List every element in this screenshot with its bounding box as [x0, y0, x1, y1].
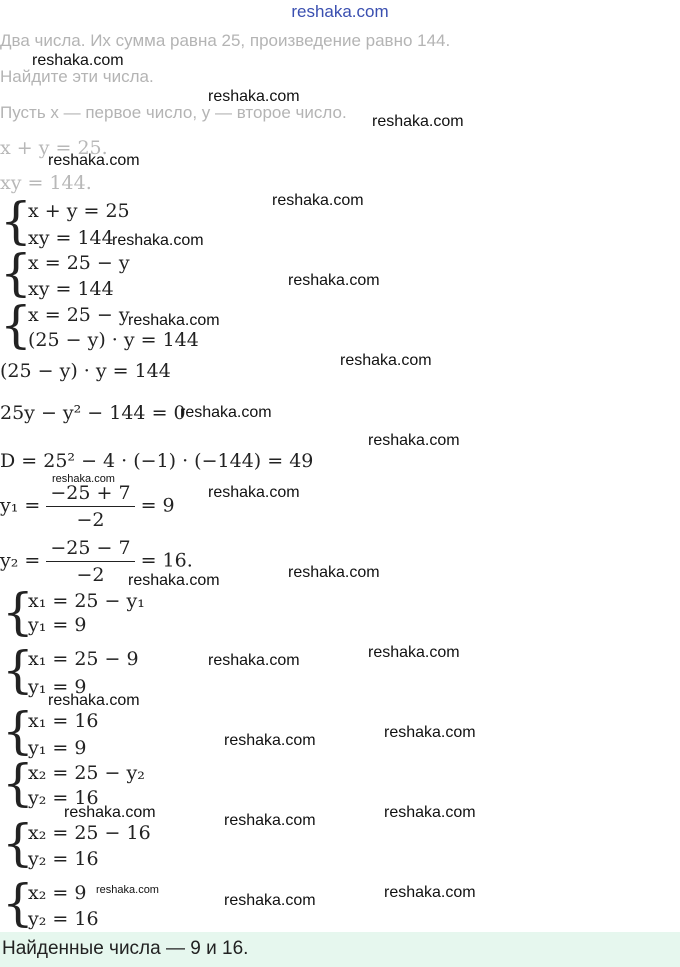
- watermark: reshaka.com: [180, 404, 272, 421]
- equation-product: xy = 144.: [0, 172, 92, 194]
- site-title[interactable]: reshaka.com: [291, 2, 389, 21]
- problem-line-1: Два числа. Их сумма равна 25, произведение равно 144.: [0, 31, 451, 50]
- watermark: reshaka.com: [384, 724, 476, 741]
- system-4-line-1: x₁ = 25 − y₁: [28, 590, 145, 612]
- system-brace: {: [2, 702, 34, 760]
- root-y1: [0, 482, 175, 531]
- equation-quadratic: 25y − y² − 144 = 0: [0, 402, 186, 424]
- watermark: reshaka.com: [32, 52, 124, 69]
- watermark: reshaka.com: [48, 152, 140, 169]
- let-statement: Пусть x — первое число, y — второе число.: [0, 103, 347, 122]
- watermark: reshaka.com: [52, 473, 115, 485]
- root-y1-fraction: [46, 482, 134, 531]
- watermark: reshaka.com: [384, 884, 476, 901]
- system-7-line-2: y₂ = 16: [28, 787, 99, 809]
- watermark: reshaka.com: [128, 572, 220, 589]
- system-2-line-2: xy = 144: [28, 278, 114, 300]
- problem-line-2: Найдите эти числа.: [0, 67, 154, 86]
- answer-text: Найденные числа — 9 и 16.: [2, 938, 249, 959]
- system-8-line-1: x₂ = 25 − 16: [28, 822, 151, 844]
- equation-sum: x + y = 25.: [0, 137, 108, 159]
- system-3-line-2: (25 − y) · y = 144: [28, 329, 199, 351]
- root-y1-numerator: −25 + 7: [50, 482, 131, 504]
- system-7-line-1: x₂ = 25 − y₂: [28, 762, 145, 784]
- system-brace: {: [2, 754, 34, 812]
- watermark: reshaka.com: [288, 272, 380, 289]
- watermark: reshaka.com: [128, 312, 220, 329]
- watermark: reshaka.com: [64, 804, 156, 821]
- system-brace: {: [2, 641, 34, 699]
- system-brace: {: [0, 296, 32, 354]
- fraction-bar: [46, 506, 134, 507]
- root-y2-denominator: −2: [76, 564, 105, 586]
- system-brace: {: [0, 192, 32, 250]
- watermark: reshaka.com: [272, 192, 364, 209]
- system-4-line-2: y₁ = 9: [28, 614, 87, 636]
- system-1-line-1: x + y = 25: [28, 200, 130, 222]
- root-y2-fraction: [46, 537, 134, 586]
- system-brace: {: [0, 244, 32, 302]
- watermark: reshaka.com: [368, 432, 460, 449]
- watermark: reshaka.com: [368, 644, 460, 661]
- watermark: reshaka.com: [372, 113, 464, 130]
- watermark: reshaka.com: [384, 804, 476, 821]
- system-8-line-2: y₂ = 16: [28, 848, 99, 870]
- root-y2-rhs: = 16.: [140, 549, 193, 572]
- root-y1-denominator: −2: [76, 509, 105, 531]
- root-y1-lhs: y₁ =: [0, 494, 41, 517]
- watermark: reshaka.com: [208, 652, 300, 669]
- watermark: reshaka.com: [112, 232, 204, 249]
- system-brace: {: [2, 814, 34, 872]
- watermark: reshaka.com: [224, 812, 316, 829]
- equation-expanded: (25 − y) · y = 144: [0, 360, 171, 382]
- root-y2-numerator: −25 − 7: [50, 537, 131, 559]
- system-5-line-1: x₁ = 25 − 9: [28, 648, 139, 670]
- system-1-line-2: xy = 144: [28, 227, 114, 249]
- system-9-line-2: y₂ = 16: [28, 908, 99, 930]
- system-2-line-1: x = 25 − y: [28, 252, 130, 274]
- system-brace: {: [2, 583, 34, 641]
- root-y1-rhs: = 9: [140, 494, 175, 517]
- watermark: reshaka.com: [48, 692, 140, 709]
- system-6-line-2: y₁ = 9: [28, 737, 87, 759]
- root-y2-lhs: y₂ =: [0, 549, 41, 572]
- system-3-line-1: x = 25 − y: [28, 304, 130, 326]
- watermark: reshaka.com: [208, 484, 300, 501]
- watermark: reshaka.com: [288, 564, 380, 581]
- watermark: reshaka.com: [340, 352, 432, 369]
- watermark: reshaka.com: [224, 732, 316, 749]
- system-brace: {: [2, 874, 34, 932]
- watermark: reshaka.com: [96, 884, 159, 896]
- fraction-bar: [46, 561, 134, 562]
- system-9-line-1: x₂ = 9: [28, 882, 87, 904]
- equation-discriminant: D = 25² − 4 · (−1) · (−144) = 49: [0, 450, 314, 472]
- system-5-line-2: y₁ = 9: [28, 676, 87, 698]
- system-6-line-1: x₁ = 16: [28, 710, 99, 732]
- watermark: reshaka.com: [224, 892, 316, 909]
- watermark: reshaka.com: [208, 88, 300, 105]
